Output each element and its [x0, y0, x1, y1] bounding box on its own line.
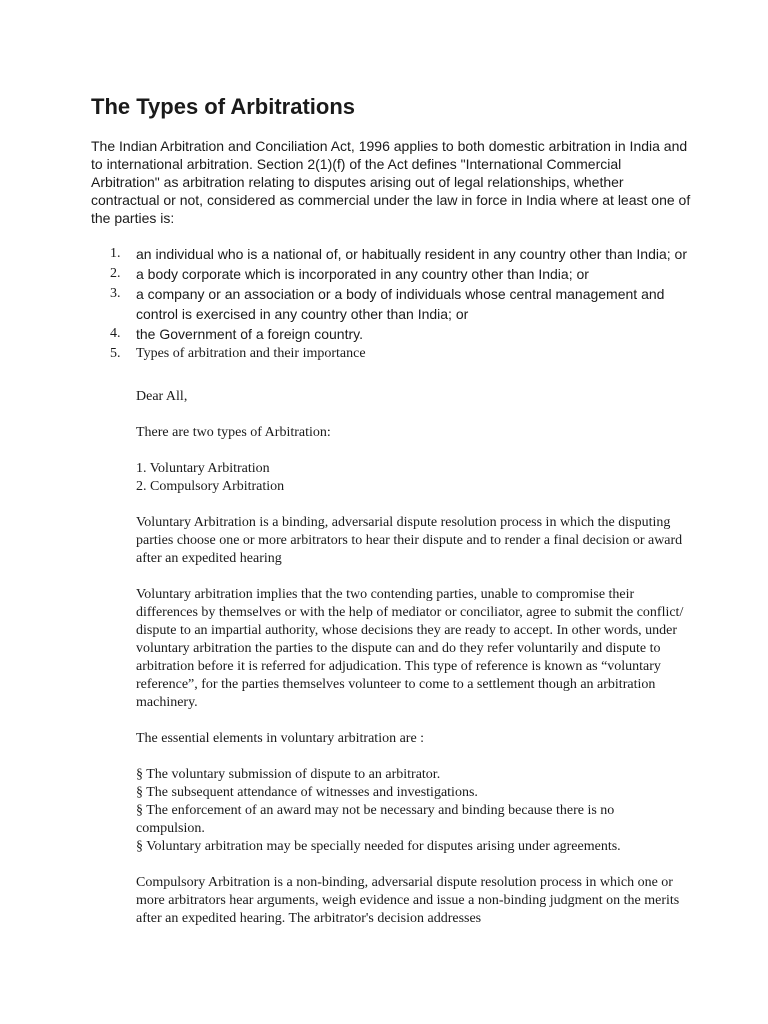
list-item-number: 4.: [110, 326, 121, 341]
page-title: The Types of Arbitrations: [91, 94, 356, 119]
list-item-number: 3.: [110, 286, 121, 301]
intro-paragraph: The Indian Arbitration and Conciliation Act, 1996 applies to both domestic arbitration in India and to international arbitration. Section 2(1)(f) of the Act defines "International Commercial Arbitration" as arbitration relating to disputes arising out of legal relationships, whether contractual or not, considered as commercial under the law in force in India where at least one of the parties is:: [91, 138, 691, 226]
list-item-text: a company or an association or a body of individuals whose central management and control is exercised in any country other than India; or: [136, 286, 665, 322]
list-item-number: 5.: [110, 346, 121, 361]
voluntary-implies-paragraph: Voluntary arbitration implies that the two contending parties, unable to compromise their differences by themselves or with the help of mediator or conciliator, agree to submit the conflict/ dispute to an impartial authority, whose decisions they are ready to accept. In other words, under voluntary arbitration the parties to the dispute can and do they refer voluntarily and dispute to arbitration before it is referred for adjudication. This type of reference is known as “voluntary reference”, for the parties themselves volunteer to come to a settlement though an arbitration machinery.: [136, 587, 684, 710]
list-item-text: a body corporate which is incorporated in any country other than India; or: [136, 266, 589, 282]
list-item: [110, 245, 700, 265]
greeting: Dear All,: [136, 389, 188, 404]
element-item: § Voluntary arbitration may be specially needed for disputes arising under agreements.: [136, 839, 621, 854]
list-item: [110, 345, 700, 363]
list-item-text: the Government of a foreign country.: [136, 326, 363, 342]
elements-list: [136, 766, 686, 856]
type-voluntary: 1. Voluntary Arbitration: [136, 461, 270, 476]
element-item: § The subsequent attendance of witnesses and investigations.: [136, 785, 478, 800]
list-item: [110, 325, 700, 345]
list-item: [110, 285, 700, 325]
letter-body: [136, 388, 686, 946]
two-types-line: There are two types of Arbitration:: [136, 425, 331, 440]
types-list: [136, 460, 686, 496]
compulsory-definition: Compulsory Arbitration is a non-binding, adversarial dispute resolution process in which one or more arbitrators hear arguments, weigh evidence and issue a non-binding judgment on the merits after an expedited hearing. The arbitrator's decision addresses: [136, 875, 680, 926]
list-item-number: 1.: [110, 246, 121, 261]
parties-list: [110, 245, 700, 363]
list-item-text: an individual who is a national of, or habitually resident in any country other than India; or: [136, 246, 688, 262]
elements-heading: The essential elements in voluntary arbitration are :: [136, 731, 425, 746]
element-item: § The enforcement of an award may not be necessary and binding because there is no compulsion.: [136, 803, 615, 836]
list-item-number: 2.: [110, 266, 121, 281]
type-compulsory: 2. Compulsory Arbitration: [136, 479, 285, 494]
list-item: [110, 265, 700, 285]
element-item: § The voluntary submission of dispute to an arbitrator.: [136, 767, 441, 782]
voluntary-definition: Voluntary Arbitration is a binding, adversarial dispute resolution process in which the disputing parties choose one or more arbitrators to hear their dispute and to render a final decision or award after an expedited hearing: [136, 515, 683, 566]
list-item-text: Types of arbitration and their importance: [136, 346, 366, 361]
